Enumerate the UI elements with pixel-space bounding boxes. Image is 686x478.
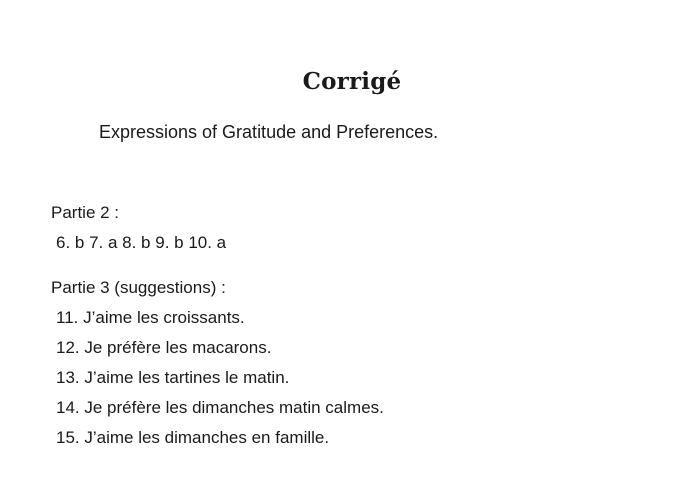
list-item: 11. J’aime les croissants.	[56, 308, 245, 327]
list-item: 13. J’aime les tartines le matin.	[56, 368, 290, 387]
part2-answers: 6. b 7. a 8. b 9. b 10. a	[56, 233, 227, 252]
list-item: 15. J’aime les dimanches en famille.	[56, 428, 330, 447]
part2-heading: Partie 2 :	[51, 203, 120, 222]
list-item: 12. Je préfère les macarons.	[56, 338, 272, 357]
list-item: 14. Je préfère les dimanches matin calmes.	[56, 398, 384, 417]
page-title: Corrigé	[302, 68, 402, 95]
part3-heading: Partie 3 (suggestions) :	[51, 278, 226, 297]
page-subtitle: Expressions of Gratitude and Preferences.	[99, 122, 439, 142]
